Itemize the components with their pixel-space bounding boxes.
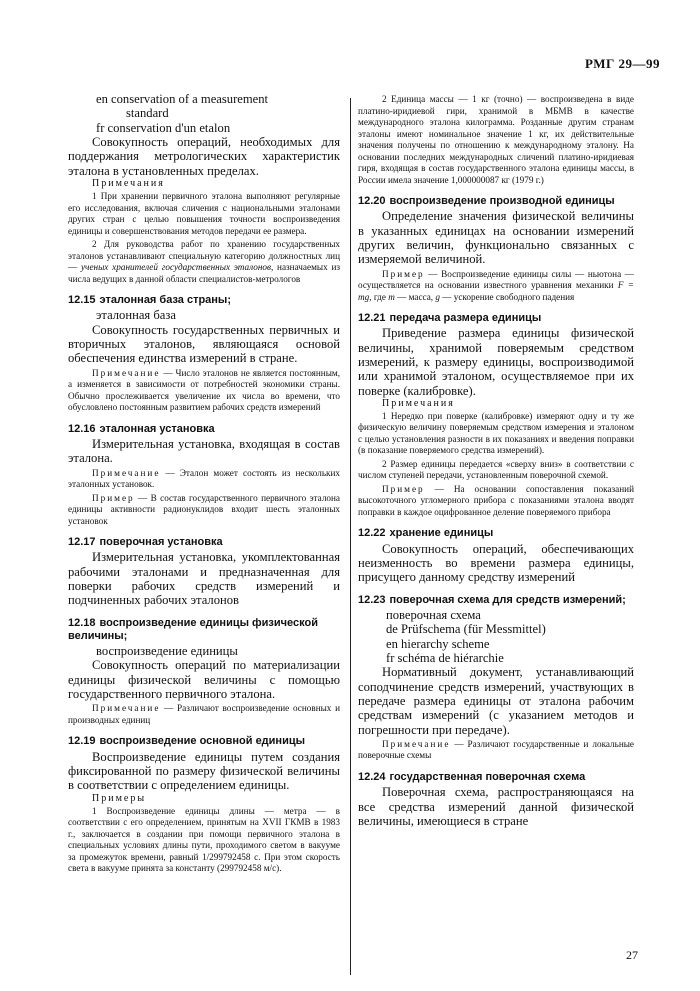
notes-label: Примечания (382, 397, 455, 409)
section-heading-12-23 (358, 594, 634, 607)
symbol-g: g (435, 291, 440, 302)
section-heading-12-16 (68, 423, 340, 436)
section-heading-12-22 (358, 527, 634, 540)
section-heading-12-18 (68, 617, 340, 643)
section-heading-12-19 (68, 735, 340, 748)
section-number: 12.19 (68, 735, 96, 748)
formula: F = mg (358, 280, 634, 302)
symbol-m: m (388, 291, 395, 302)
note-2-text-b: , назначаемых из числа ведущих в данной области специалистов-метрологов (68, 262, 341, 284)
page-number: 27 (626, 948, 638, 962)
section-title: эталонная установка (99, 422, 215, 435)
synonym: поверочная схема (386, 607, 481, 622)
definition: Совокупность операций по материализации единицы физической величины с помощью государственного первичного эталона. (68, 658, 340, 701)
section-number: 12.16 (68, 422, 96, 435)
example-text-a: — Воспроизведение единицы силы — ньютона — осуществляется на основании известного уравнения механики (358, 268, 634, 291)
example-text-c: — масса, (394, 291, 436, 302)
section-title: воспроизведение основной единицы (99, 735, 305, 748)
section-number: 12.17 (68, 536, 96, 548)
example-text-d: — ускорение свободного падения (439, 291, 575, 302)
definition: Нормативный документ, устанавливающий соподчинение средств измерений, участвующих в передаче размера единицы от эталона рабочим средствам измерений (с указанием методов и погрешности при передаче). (358, 665, 634, 737)
section-number: 12.23 (358, 593, 386, 606)
section-heading-12-17 (68, 536, 340, 549)
synonym: воспроизведение единицы (96, 643, 238, 658)
note-text: — Число эталонов не является постоянным, а изменяется в зависимости от потребностей экономики страны. Обычно прослеживается увеличение их числа во времени, что обусловлено постоянным развитием рабочих средств измерений (68, 367, 340, 413)
term-en: en hierarchy scheme (386, 636, 490, 651)
section-number: 12.22 (358, 527, 386, 540)
note-1: 1 Нередко при поверке (калибровке) измеряют одну и ту же физическую величину поверяемым средством измерения и эталоном с целью установления разности в их показаниях и введения поправки (в показание поверяемого средства измерений). (358, 410, 634, 456)
definition: Воспроизведение единицы путем создания фиксированной по размеру физической величины в соответствии с определением единицы. (68, 749, 340, 793)
note-1: 1 При хранении первичного эталона выполняют регулярные его исследования, включая сличения с национальными эталонами других стран с целью повышения точности воспроизведения единицы и совершенствования методов передачи ее размера. (68, 191, 340, 236)
example (358, 269, 634, 304)
note-text: — Эталон может состоять из нескольких эталонных установок. (68, 467, 340, 489)
definition: Поверочная схема, распространяющаяся на все средства измерений данной физической величины, имеющиеся в стране (358, 785, 634, 828)
example-1: 1 Воспроизведение единицы длины — метра — в соответствии с его определением, принятым на XVII ГКМВ в 1983 г., заключается в создании при помощи первичного эталона в специальных условиях длины пути, проходимого светом в вакууме за промежуток времени, равный 1/299792458 с. При этом скорость света в вакууме принята за константу (299792458 м/с). (68, 805, 340, 874)
definition: Совокупность операций, необходимых для поддержания метрологических характеристик эталона в установленных пределах. (68, 135, 340, 178)
example-text: — На основании сопоставления показаний высокоточного угломерного прибора с показаниями эталона вводят поправки в каждое оцифрованное деление поверяемого прибора (358, 483, 634, 517)
section-number: 12.18 (68, 616, 96, 629)
note-2: 2 Размер единицы передается «сверху вниз» в соответствии с числом ступеней передачи, установленным поверочной схемой. (358, 458, 634, 481)
note (358, 739, 634, 762)
example-label: Пример (92, 492, 135, 503)
definition: Измерительная установка, входящая в состав эталона. (68, 436, 340, 466)
note-label: Примечание (382, 738, 451, 749)
section-number: 12.15 (68, 294, 96, 307)
definition: Измерительная установка, укомплектованная рабочими эталонами и предназначенная для поверки рабочих средств измерений и подчиненных рабочих эталонов (68, 550, 340, 608)
left-column (68, 92, 340, 875)
example-label: Пример (382, 268, 425, 279)
section-title: воспроизведение единицы физической величины; (68, 616, 318, 642)
term-fr: fr conservation d'un etalon (96, 120, 231, 135)
document-code: РМГ 29—99 (585, 56, 660, 71)
section-title: эталонная база страны; (99, 294, 231, 307)
definition: Приведение размера единицы физической величины, хранимой поверяемым средством измерений, к размеру единицы, воспроизводимой или хранимой эталоном, осуществляемое при их поверке (калибровке). (358, 326, 634, 398)
section-title: хранение единицы (389, 527, 494, 540)
section-title: государственная поверочная схема (389, 770, 586, 783)
term-de: de Prüfschema (für Messmittel) (386, 622, 546, 637)
example-text-b: , где (369, 291, 389, 302)
section-number: 12.21 (358, 312, 386, 325)
note-2-italic: ученых хранителей государственных эталонов (80, 262, 271, 273)
term-en-line1: en conservation of a measurement (96, 92, 269, 106)
note-2-text-a: 2 Для руководства работ по хранению государственных эталонов устанавливают специальную категорию должностных лиц — (68, 239, 340, 273)
right-column (358, 92, 634, 828)
notes-label: Примечания (92, 178, 165, 190)
section-heading-12-20 (358, 195, 634, 208)
section-heading-12-15 (68, 294, 340, 307)
example-text: — В состав государственного первичного эталона единицы активности радионуклидов входит шесть эталонных установок (68, 492, 340, 526)
note-2 (68, 239, 340, 285)
section-number: 12.24 (358, 770, 386, 783)
term-fr: fr schéma de hiérarchie (386, 650, 504, 665)
definition: Совокупность операций, обеспечивающих неизменность во времени размера единицы, присущего данному средству измерений (358, 541, 634, 585)
section-title: поверочная установка (99, 536, 223, 548)
note (68, 703, 340, 726)
synonym: эталонная база (96, 308, 176, 323)
definition: Совокупность государственных первичных и вторичных эталонов, являющаяся основой обеспечения единства измерений в стране. (68, 322, 340, 366)
note-text: — Различают государственные и локальные поверочные схемы (358, 738, 634, 761)
note (68, 368, 340, 414)
term-en-line2: standard (126, 106, 169, 121)
example (358, 484, 634, 519)
note-text: — Различают воспроизведение основных и производных единиц (68, 703, 340, 725)
section-heading-12-24 (358, 771, 634, 784)
examples-label: Примеры (92, 792, 147, 804)
example (68, 493, 340, 528)
section-title: поверочная схема для средств измерений; (389, 593, 626, 606)
example-label: Пример (382, 483, 425, 494)
definition: Определение значения физической величины в указанных единицах на основании измерений других величин, функционально связанных с измеряемой величиной. (358, 209, 634, 267)
example-2: 2 Единица массы — 1 кг (точно) — воспроизведена в виде платино-иридиевой гири, хранимой в МБМВ в качестве международного эталона килограмма. Розданные другим странам эталоны имеют номинальное значение 1 кг, их действительные значения получены по отношению к международному эталону. На основании последних международных сличений платино-иридиевая гиря, входящая в состав государственного эталона единицы массы, в России имела значение 1,000000087 кг (1979 г.) (358, 94, 634, 185)
section-number: 12.20 (358, 195, 386, 207)
note-label: Примечание (92, 703, 161, 714)
note (68, 468, 340, 491)
section-title: воспроизведение производной единицы (389, 195, 615, 207)
note-label: Примечание (92, 467, 161, 478)
section-heading-12-21 (358, 312, 634, 325)
column-divider (350, 98, 351, 975)
note-label: Примечание (92, 367, 161, 378)
section-title: передача размера единицы (389, 312, 542, 325)
